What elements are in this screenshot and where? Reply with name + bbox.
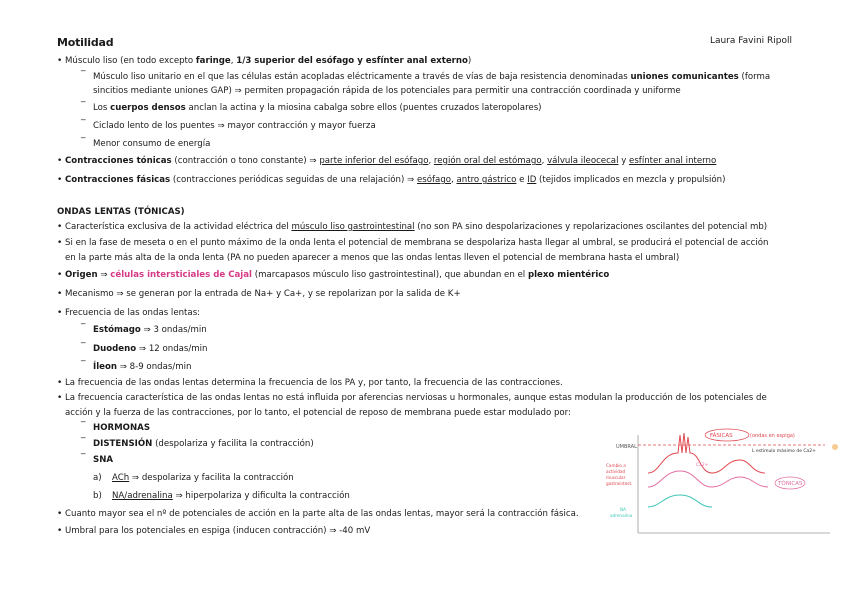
text-underline: NA/adrenalina [112,491,173,501]
fasicas-label: FÁSICAS [710,433,733,439]
subitem-distension [93,439,314,450]
text: e [516,175,528,185]
subitem-duodeno [93,344,208,355]
left-label-4: gastrointest. [606,481,633,486]
text-underline: antro gástrico [456,175,517,185]
text: (no son PA sino despolarizaciones y repolarizaciones oscilantes del potencial mb) [414,222,768,232]
text-underline: esófago [417,175,452,185]
text: (tejidos implicados en mezcla y propulsión) [536,175,726,185]
left-label-3: muscular [606,475,626,480]
subitem-unitario-cont: sincitios mediante uniones GAP) ⇒ permiten propagación rápida de los potenciales para permitir una contracción coordinada y uniforme [93,86,681,96]
bullet-no-influida-cont: acción y la fuerza de las contracciones, por lo tanto, el potencial de reposo de membrana puede estar modulado por: [65,408,571,418]
text-bold: faringe [195,56,231,66]
text-underline: parte inferior del esófago [319,156,429,166]
left-label-2: actividad [606,469,626,474]
author-name: Laura Favini Ripoll [709,36,792,46]
text-underline: válvula ileocecal [547,156,619,166]
subitem-ciclado: ‾ Ciclado lento de los puentes ⇒ mayor contracción y mayor fuerza [93,121,376,132]
text-bold: Origen [65,270,98,280]
text: Característica exclusiva de la actividad eléctrica del [65,222,292,232]
text-bold: cuerpos densos [110,103,186,113]
text-bold: uniones comunicantes [630,72,739,82]
estimulo-label: L estimulo máximo de Ca2+ [752,449,816,454]
pink-wave [648,471,768,487]
text: , [230,56,237,66]
text: , [541,156,548,166]
item-letter-a: a) [93,473,102,483]
bullet-musculo-liso [65,56,471,67]
text: ⇒ despolariza y facilita la contracción [129,473,294,483]
bullet-frecuencia: • Frecuencia de las ondas lentas: [65,308,200,319]
subitem-ileon [93,362,191,373]
text: ⇒ 12 ondas/min [136,344,208,354]
bullet-meseta: • Si en la fase de meseta o en el punto máximo de la onda lenta el potencial de membrana se despolariza hasta llegar al umbral, se producirá el potencial de acción [65,238,768,249]
bullet-no-influida: • La frecuencia característica de las ondas lentas no está influida por aferencias nerviosas u hormonales, aunque estas modulan la producción de los potenciales de [65,393,767,404]
orange-dot [832,444,838,450]
section-heading: ONDAS LENTAS (TÓNICAS) [57,207,185,217]
text: (contracción o tono constante) ⇒ [171,156,320,166]
ca-label: Ca2+ [696,463,709,468]
item-letter-b: b) [93,491,102,501]
text-underline: esfínter anal interno [629,156,717,166]
text: ) [467,56,472,66]
text: y [618,156,630,166]
subitem-consumo: ‾ Menor consumo de energía [93,139,210,150]
text: ⇒ 8-9 ondas/min [117,362,192,372]
text-bold: DISTENSIÓN [93,439,153,449]
slow-wave-diagram [600,425,840,540]
text: (despolariza y facilita la contracción) [152,439,314,449]
bullet-tonicas [65,156,716,167]
bottom-label-1: NA [620,507,626,512]
text-bold: 1/3 superior del esófago y esfínter anal externo [236,56,468,66]
text: ⇒ hiperpolariza y dificulta la contracción [172,491,350,501]
subitem-na [112,491,350,502]
text-underline: región oral del estómago [433,156,542,166]
teal-wave [648,495,712,507]
tonicas-label: TÓNICAS [778,481,803,487]
text: (marcapasos músculo liso gastrointestinal), que abundan en el [252,270,528,280]
text: Los [93,103,111,113]
bullet-mecanismo: • Mecanismo ⇒ se generan por la entrada de Na+ y Ca+, y se repolarizan por la salida de K+ [65,289,461,300]
bullet-caracteristica [65,222,767,233]
text-bold: SNA [93,455,114,465]
text: anclan la actina y la miosina cabalga sobre ellos (puentes cruzados lateropolares) [185,103,542,113]
subitem-ach [112,473,294,484]
text: Músculo liso (en todo excepto [65,56,196,66]
bullet-origen [65,270,609,281]
bullet-umbral: • Umbral para los potenciales en espiga (inducen contracción) ⇒ -40 mV [65,526,370,537]
subitem-unitario [93,72,770,83]
text: , [451,175,457,185]
text: ⇒ [97,270,111,280]
text-underline: músculo liso gastrointestinal [291,222,415,232]
text: , [428,156,434,166]
subitem-estomago [93,325,207,336]
text-underline: ACh [112,473,130,483]
ondas-espiga-label: (ondas en espiga) [750,433,795,439]
text: (contracciones periódicas seguidas de una relajación) ⇒ [170,175,417,185]
bullet-fasicas [65,175,725,186]
text: ⇒ 3 ondas/min [140,325,207,335]
text-bold: Duodeno [93,344,137,354]
text-bold: plexo mientérico [527,270,610,280]
text-bold: Íleon [93,362,117,372]
text: Músculo liso unitario en el que las células están acopladas eléctricamente a través de vías de baja resistencia denominadas [93,72,631,82]
subitem-cuerpos-densos [93,103,542,114]
text-underline: ID [527,175,537,185]
left-label-1: Cambio a [606,463,626,468]
text-bold: Contracciones tónicas [65,156,172,166]
text-bold: HORMONAS [93,423,151,433]
page-title: Motilidad [57,36,114,49]
bullet-frecuencia-determina: • La frecuencia de las ondas lentas determina la frecuencia de los PA y, por tanto, la frecuencia de las contracciones. [65,378,563,389]
subitem-sna [93,455,113,466]
text-highlight: células intersticiales de Cajal [110,270,252,280]
subitem-hormonas [93,423,150,434]
bullet-meseta-cont: en la parte más alta de la onda lenta (PA no pueden aparecer a menos que las ondas lentas lleven el potencial de membrana hasta el umbral) [65,253,680,263]
text-bold: Estómago [93,325,141,335]
bullet-cuanto-mayor: • Cuanto mayor sea el nº de potenciales de acción en la parte alta de las ondas lentas, mayor será la contracción fásica. [65,509,579,520]
text: (forma [738,72,771,82]
text-bold: Contracciones fásicas [65,175,171,185]
bottom-label-2: adrenalina [610,513,633,518]
umbral-label: UMBRAL [616,444,637,450]
